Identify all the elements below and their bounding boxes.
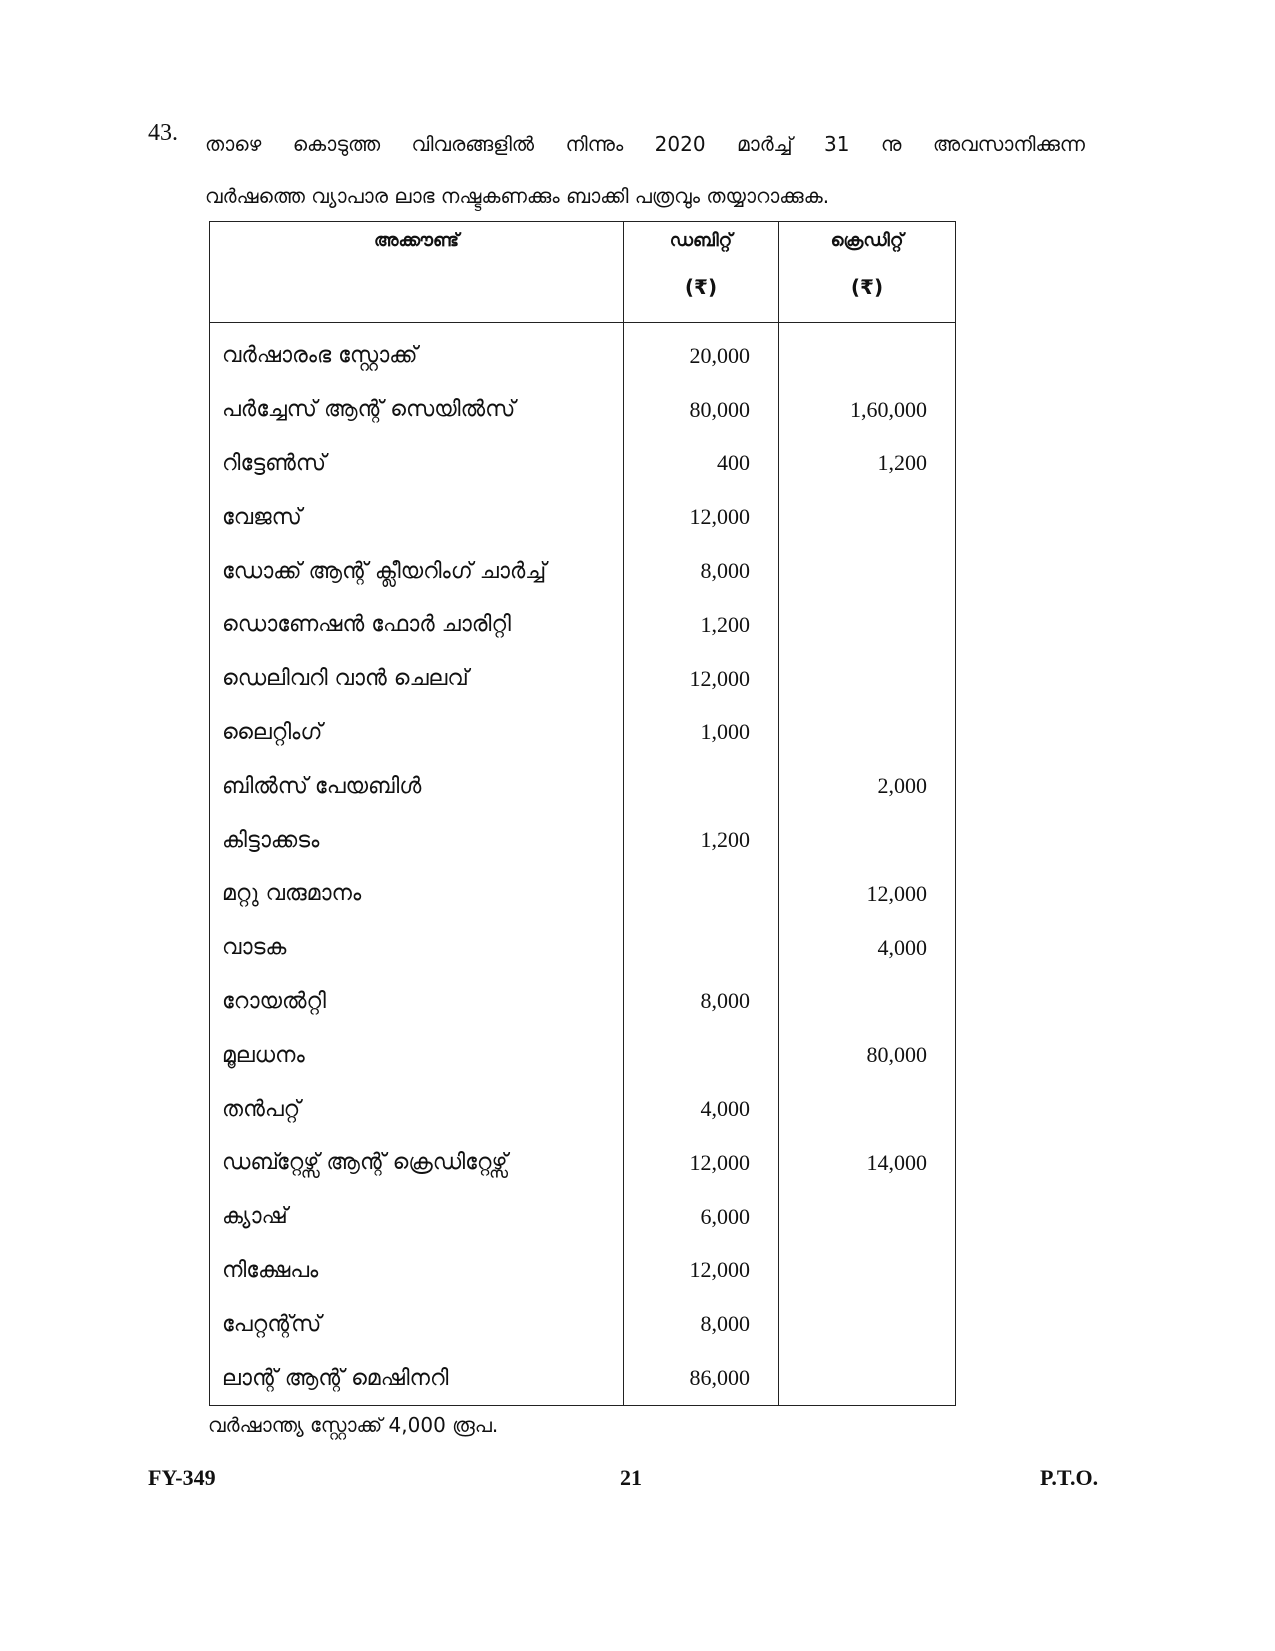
credit-cell — [779, 1190, 956, 1244]
table-row — [210, 323, 956, 383]
debit-cell: 12,000 — [624, 1136, 779, 1190]
header-credit — [779, 222, 956, 323]
header-credit-currency: (₹) — [850, 275, 884, 299]
account-cell: ഡോക്ക് ആന്റ് ക്ലീയറിംഗ് ചാർച്ച് — [210, 544, 624, 598]
account-cell: ഡെലിവറി വാൻ ചെലവ് — [210, 652, 624, 706]
table-row — [210, 544, 956, 598]
credit-cell — [779, 1351, 956, 1405]
question-text — [205, 118, 1085, 222]
header-debit-currency: (₹) — [684, 275, 718, 299]
credit-cell: 1,60,000 — [779, 383, 956, 437]
account-cell: വാടക — [210, 921, 624, 975]
account-cell: ഡബ്റ്റേഴ്സ് ആന്റ് ക്രെഡിറ്റേഴ്സ് — [210, 1136, 624, 1190]
table-row — [210, 1082, 956, 1136]
debit-cell: 12,000 — [624, 652, 779, 706]
debit-cell: 12,000 — [624, 1244, 779, 1298]
credit-cell — [779, 975, 956, 1029]
table-row — [210, 759, 956, 813]
account-cell: ക്യാഷ് — [210, 1190, 624, 1244]
account-cell: നിക്ഷേപം — [210, 1244, 624, 1298]
table-row — [210, 1136, 956, 1190]
table-row — [210, 1028, 956, 1082]
header-account-label: അക്കൗണ്ട് — [374, 230, 459, 251]
debit-cell: 6,000 — [624, 1190, 779, 1244]
table-row — [210, 1244, 956, 1298]
debit-cell: 86,000 — [624, 1351, 779, 1405]
account-cell: ഡൊണേഷൻ ഫോർ ചാരിറ്റി — [210, 598, 624, 652]
credit-cell: 1,200 — [779, 437, 956, 491]
account-cell: കിട്ടാക്കടം — [210, 813, 624, 867]
question-line-1: താഴെ കൊടുത്ത വിവരങ്ങളിൽ നിന്നും 2020 മാർച്ച് 31 നു അവസാനിക്കുന്ന — [205, 132, 1085, 156]
table-row — [210, 1351, 956, 1405]
account-cell: പർച്ചേസ് ആന്റ് സെയിൽസ് — [210, 383, 624, 437]
account-cell: മറ്റു വരുമാനം — [210, 867, 624, 921]
account-cell: വേജസ് — [210, 490, 624, 544]
debit-cell — [624, 867, 779, 921]
credit-cell — [779, 1244, 956, 1298]
debit-cell: 8,000 — [624, 1297, 779, 1351]
debit-cell — [624, 1028, 779, 1082]
question-line-2: വർഷത്തെ വ്യാപാര ലാഭ നഷ്ടകണക്കും ബാക്കി പത്രവും തയ്യാറാക്കുക. — [205, 184, 830, 208]
account-cell: റോയൽറ്റി — [210, 975, 624, 1029]
header-debit-label: ഡബിറ്റ് — [669, 230, 733, 251]
page-number: 21 — [620, 1465, 642, 1490]
debit-cell: 80,000 — [624, 383, 779, 437]
debit-cell: 12,000 — [624, 490, 779, 544]
table-row — [210, 813, 956, 867]
table-row — [210, 975, 956, 1029]
account-cell: തൻപറ്റ് — [210, 1082, 624, 1136]
table-body — [210, 323, 956, 1406]
credit-cell — [779, 706, 956, 760]
debit-cell: 20,000 — [624, 323, 779, 383]
table-row — [210, 490, 956, 544]
closing-stock-note: വർഷാന്ത്യ സ്റ്റോക്ക് 4,000 രൂപ. — [208, 1413, 499, 1437]
header-credit-label: ക്രെഡിറ്റ് — [830, 230, 904, 251]
debit-cell — [624, 759, 779, 813]
credit-cell — [779, 490, 956, 544]
credit-cell: 4,000 — [779, 921, 956, 975]
account-cell: റിട്ടേൺസ് — [210, 437, 624, 491]
credit-cell — [779, 323, 956, 383]
debit-cell: 8,000 — [624, 544, 779, 598]
credit-cell — [779, 544, 956, 598]
pto-label: P.T.O. — [1040, 1465, 1099, 1490]
credit-cell — [779, 598, 956, 652]
account-cell: ബിൽസ് പേയബിൾ — [210, 759, 624, 813]
debit-cell: 1,000 — [624, 706, 779, 760]
credit-cell: 2,000 — [779, 759, 956, 813]
table-row — [210, 867, 956, 921]
credit-cell: 80,000 — [779, 1028, 956, 1082]
table-row — [210, 383, 956, 437]
debit-cell: 400 — [624, 437, 779, 491]
header-account — [210, 222, 624, 323]
credit-cell — [779, 1082, 956, 1136]
credit-cell — [779, 813, 956, 867]
credit-cell: 12,000 — [779, 867, 956, 921]
header-debit — [624, 222, 779, 323]
debit-cell: 4,000 — [624, 1082, 779, 1136]
paper-code: FY-349 — [148, 1465, 216, 1490]
table-header-row — [210, 222, 956, 323]
table-row — [210, 598, 956, 652]
account-cell: പേറ്റന്റ്സ് — [210, 1297, 624, 1351]
table-row — [210, 706, 956, 760]
table-row — [210, 652, 956, 706]
account-cell: മൂലധനം — [210, 1028, 624, 1082]
account-cell: ലാന്റ് ആന്റ് മെഷിനറി — [210, 1351, 624, 1405]
credit-cell — [779, 1297, 956, 1351]
credit-cell: 14,000 — [779, 1136, 956, 1190]
debit-cell: 1,200 — [624, 813, 779, 867]
credit-cell — [779, 652, 956, 706]
debit-cell — [624, 921, 779, 975]
table-row — [210, 1190, 956, 1244]
account-cell: ലൈറ്റിംഗ് — [210, 706, 624, 760]
account-cell: വർഷാരംഭ സ്റ്റോക്ക് — [210, 323, 624, 383]
debit-cell: 1,200 — [624, 598, 779, 652]
trial-balance-table — [209, 221, 956, 1406]
question-number: 43. — [148, 120, 178, 146]
table-row — [210, 437, 956, 491]
table-row — [210, 921, 956, 975]
table-row — [210, 1297, 956, 1351]
debit-cell: 8,000 — [624, 975, 779, 1029]
